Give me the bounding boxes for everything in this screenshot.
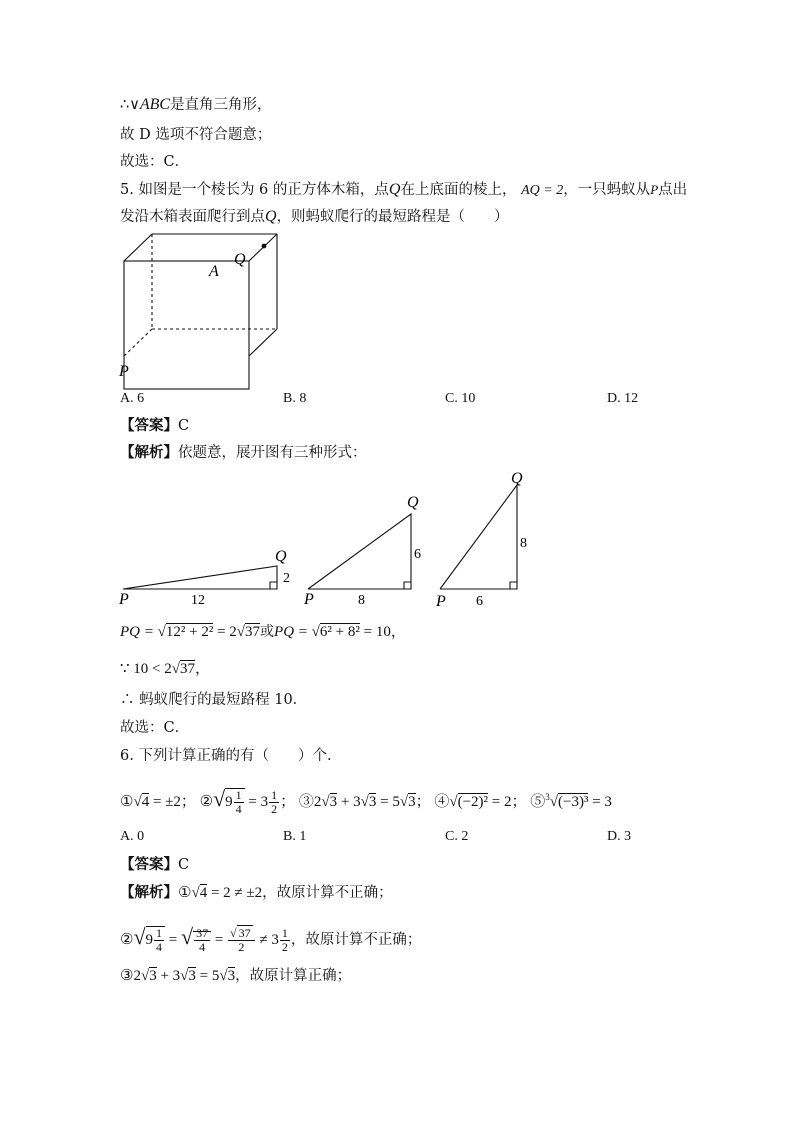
right-angle-mark [404,582,411,589]
cube-edge [124,234,152,261]
tri3-label-q: Q [511,470,523,487]
because-text: ∵ 10 < 2 [120,661,172,677]
coef: 2 [313,794,322,810]
point-q: Q [388,181,401,198]
frac-num: 37 [238,926,251,941]
triangle-name: ABC [139,96,171,113]
tri3-side-length: 8 [520,536,527,551]
radicand: (−2)² [457,794,489,810]
coef: = 5 [199,968,220,984]
q5-analysis [120,443,367,463]
radicand: 3 [149,968,157,984]
therefore-symbol: ∴∨ [120,97,140,113]
radicand: (−3)³ [558,794,589,810]
q5-stem-b: 在上底面的棱上， [400,182,517,198]
label-p: P [119,363,129,380]
q6-stem: 6. 下列计算正确的有（ ）个. [120,748,332,764]
frac-num: 37 [196,926,209,941]
q5-option-d[interactable]: D. 12 [607,391,639,406]
coef: + 3 [160,968,181,984]
radicand: 37 [245,624,261,640]
item-1-rest: = ±2； [152,794,196,810]
item-4-label: ④ [434,794,450,810]
neq-sign: ≠ 3 [259,932,279,948]
or-word: 或 [260,624,275,640]
q6-option-c[interactable]: C. 2 [445,829,469,844]
label-q: Q [234,251,246,268]
q5-stem-f: ，则蚂蚁爬行的最短路程是（ ） [276,209,509,225]
tri2-label-q: Q [407,494,419,511]
frac-num: 1 [235,787,242,802]
q5-stem-line-1 [120,180,687,201]
tri1-base-length: 12 [191,593,205,608]
radicand: 3 [227,968,236,984]
triangle-outline [308,514,411,589]
point-q: Q [265,208,277,225]
frac-den: 2 [238,940,245,955]
cube-edge [249,329,277,356]
item-5-rest: = 3 [592,794,612,810]
triangle-unfold-1 [115,545,295,608]
pq-label: PQ = [120,624,154,640]
answer-tag: 【答案】 [120,417,178,434]
q5-option-b[interactable]: B. 8 [283,391,307,406]
q6-option-d[interactable]: D. 3 [607,829,632,844]
frac-den: 2 [281,940,288,955]
radicand: 3 [329,794,338,810]
q5-stem-line-2 [120,207,509,227]
q5-stem-e: 发沿木箱表面爬行到点 [120,209,265,225]
q6-analysis-1: 【解析】①√4 = 2 ≠ ±2，故原计算不正确； [120,884,393,901]
coef: = 5 [380,794,400,810]
analysis-2-text: ，故原计算不正确； [290,932,422,948]
sep: ； [280,794,296,810]
item-1-label: ① [120,794,134,810]
point-p: P [650,182,659,197]
because-line: ∵ 10 < 2√37， [120,661,211,677]
tri3-label-p: P [436,593,446,610]
mixed-whole: 9 [145,932,154,948]
q6-expressions: ①√4 = ±2； ②√ 9 $\frac{1}{4}$ = 3 $\frac{1}{2}$ ； ③2√3 + 3√3 = 5√3； ④√(−2)² = 2； ⑤$^3$√(−3)³ = 3 [120,786,612,817]
analysis-1-text: ，故原计算不正确； [262,885,393,901]
tri1-side-length: 2 [283,571,290,586]
eq-sign: = [214,932,224,948]
tri1-label-p: P [119,591,129,608]
tri3-base-length: 6 [476,594,483,609]
point-q-dot [262,244,267,249]
radicand: 3 [188,968,196,984]
aq-equation: AQ = 2 [521,183,564,198]
frac-num: 1 [271,788,278,803]
prev-line-1 [120,95,272,115]
root-index: 3 [545,792,550,802]
radicand: 3 [408,794,416,810]
analysis-3-text: ，故原计算正确； [235,968,352,984]
radicand: 6² + 8² [319,624,360,640]
radicand: 3 [368,794,377,810]
item-5-label: ⑤ [530,794,546,810]
q5-stem-c: ，一只蚂蚁从 [563,182,651,198]
cube-hidden-edge [124,329,152,356]
item-3-label: ③ [298,794,314,810]
mixed-whole: 9 [225,794,233,810]
cube-front-face [124,261,249,389]
q5-option-a[interactable]: A. 6 [120,391,145,406]
tri1-label-q: Q [275,548,287,565]
radicand: 4 [141,794,150,810]
item-2-label: ② [199,794,214,810]
eq-sign: = [168,932,178,948]
analysis-text: 依题意，展开图有三种形式： [178,445,367,461]
q5-stem-a: 如图是一个棱长为 6 的正方体木箱，点 [138,182,389,198]
radicand: 37 [180,661,195,677]
item-2-eq: = 3 [248,794,269,810]
label-a: A [209,263,219,280]
analysis-1-eq: = 2 ≠ ±2 [210,885,263,901]
prev-text: 是直角三角形， [170,97,272,113]
triangle-outline [123,566,277,589]
analysis-tag: 【解析】 [120,444,178,461]
q5-answer [120,416,189,436]
frac-den: 2 [271,802,278,817]
answer-value: C [178,418,190,434]
eq-part: = 2 [217,624,237,640]
because-end: ， [195,661,211,677]
answer-value: C [178,857,190,873]
frac-den: 4 [199,940,206,955]
cube-figure [115,228,275,378]
q5-option-c[interactable]: C. 10 [445,391,476,406]
q6-option-a[interactable]: A. 0 [120,829,145,844]
prev-line-3: 故选：C． [120,154,190,170]
radicand: 4 [199,885,208,901]
coef: 2 [133,968,141,984]
eq-part: = 10， [363,624,406,640]
sep: ； [415,794,431,810]
right-angle-mark [270,582,277,589]
q6-analysis-2: ②√ 9 $\frac{1}{4}$ = √ $\frac{37}{4}$ = $\frac{√ 37}{2}$ ≠ 3 $\frac{1}{2}$ ，故原计算不正确； [120,924,422,955]
item-4-rest: = 2； [491,794,527,810]
frac-den: 4 [235,801,242,816]
question-number: 5. [120,182,134,198]
tri2-base-length: 8 [358,593,365,608]
frac-num: 1 [281,926,288,941]
triangle-unfold-3 [432,465,542,615]
right-angle-mark [510,582,517,589]
item-3-label: ③ [120,968,134,984]
q5-choose: 故选：C． [120,720,190,736]
item-2-label: ② [120,932,134,948]
radicand: 12² + 2² [165,624,214,640]
q6-option-b[interactable]: B. 1 [283,829,307,844]
q5-stem-d: 点出 [658,182,688,198]
coef: + 3 [340,794,361,810]
answer-tag: 【答案】 [120,856,178,873]
q6-analysis-3: ③2√3 + 3√3 = 5√3，故原计算正确； [120,968,352,984]
prev-line-2: 故 D 选项不符合题意； [120,127,272,143]
therefore-line: ∴ 蚂蚁爬行的最短路程 10． [120,692,308,708]
frac-den: 4 [156,939,163,954]
item-1-label: ① [178,885,192,901]
pq-equation: PQ = √12² + 2² = 2√37或PQ = √6² + 8² = 10， [120,624,406,640]
analysis-tag: 【解析】 [120,884,178,901]
triangle-outline [440,485,517,589]
pq-label: PQ = [274,624,308,640]
tri2-label-p: P [304,591,314,608]
frac-num: 1 [156,925,163,940]
triangle-unfold-2 [300,490,440,610]
q6-answer [120,855,189,875]
tri2-side-length: 6 [414,547,421,562]
